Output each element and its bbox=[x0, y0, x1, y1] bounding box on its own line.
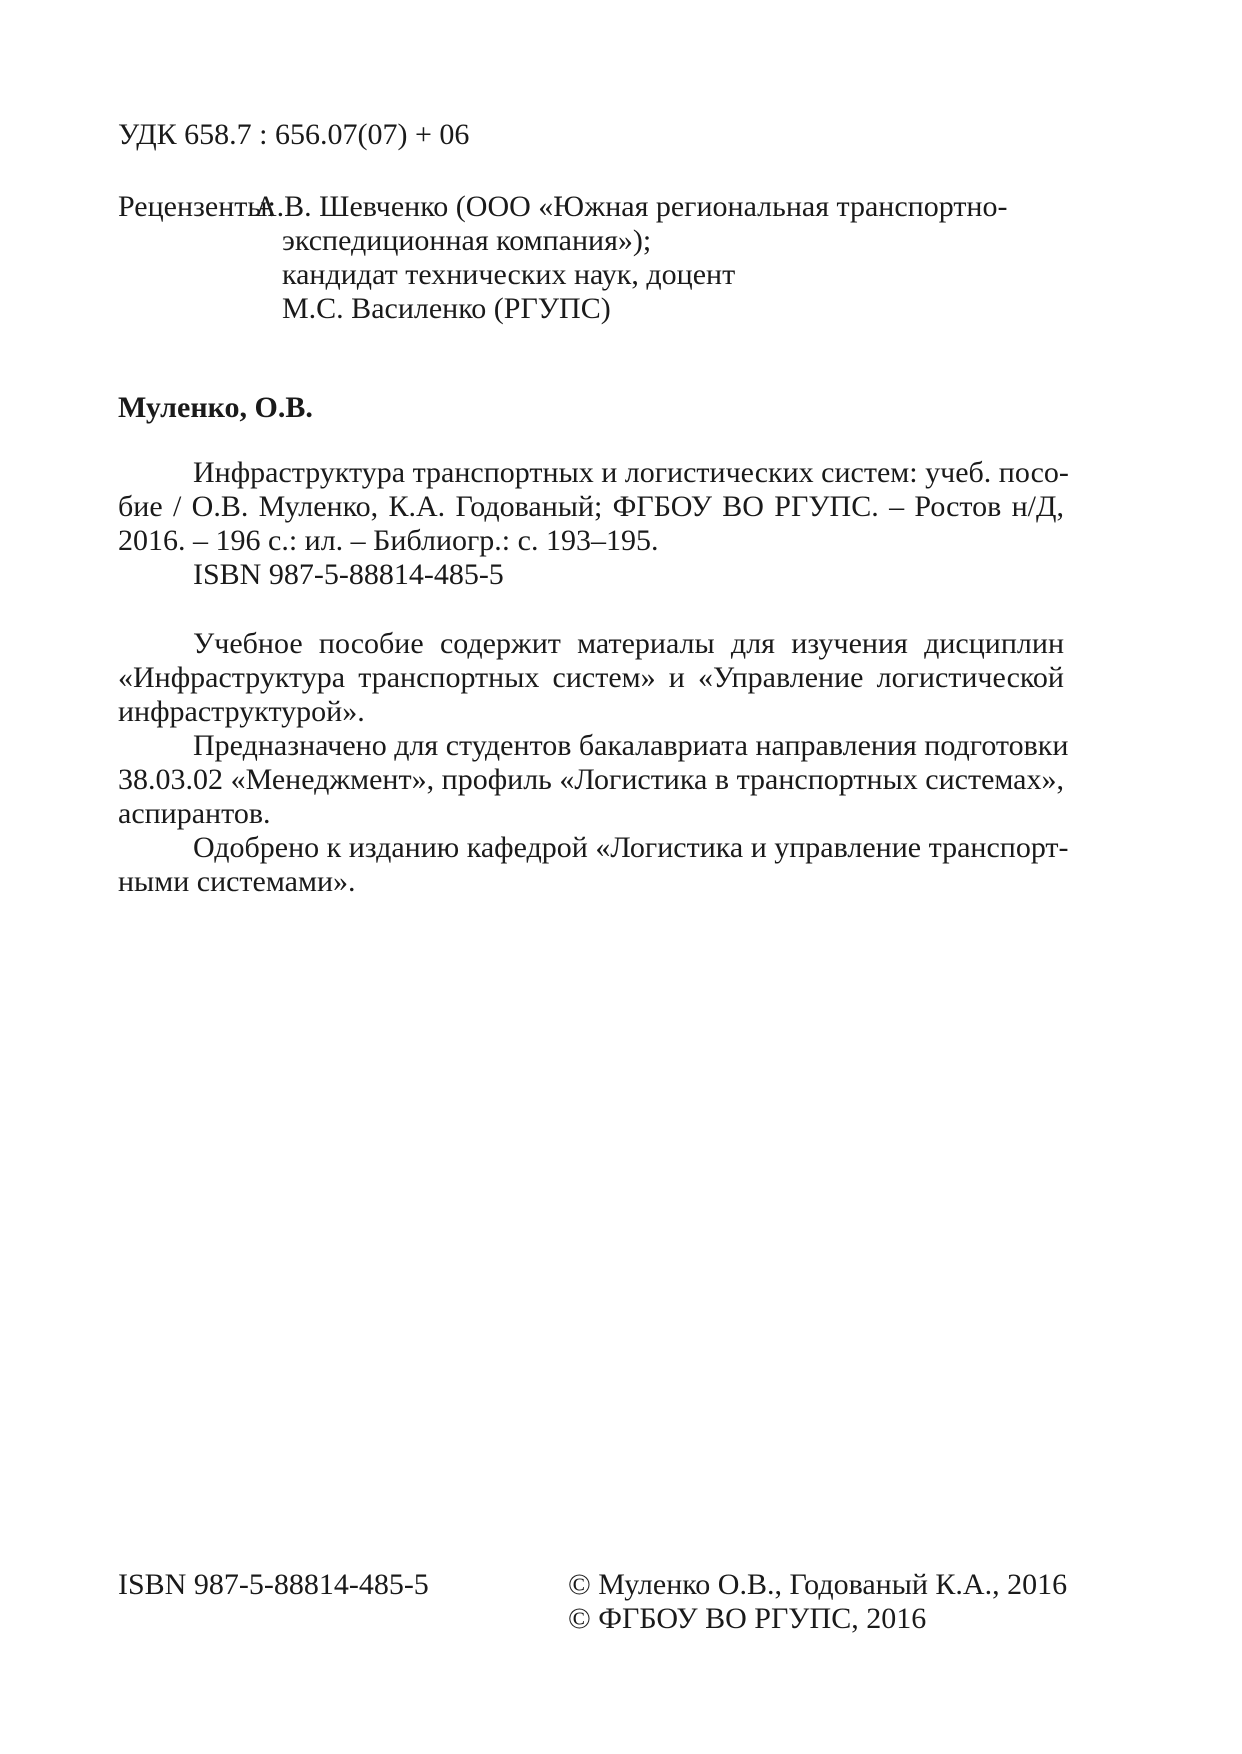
reviewer-line: экспедиционная компания»); bbox=[282, 224, 652, 257]
annotation-line: ными системами». bbox=[118, 865, 356, 898]
bib-line: Инфраструктура транспортных и логистических систем: учеб. посо- bbox=[193, 456, 1069, 489]
bib-line: 2016. – 196 с.: ил. – Библиогр.: с. 193–195. bbox=[118, 524, 659, 557]
annotation-line: аспирантов. bbox=[118, 797, 271, 830]
bibliographic-record bbox=[118, 456, 1069, 592]
annotation-line: «Инфраструктура транспортных систем» и «Управление логистической bbox=[118, 661, 1064, 694]
annotation-line: 38.03.02 «Менеджмент», профиль «Логистика в транспортных системах», bbox=[118, 763, 1064, 796]
annotation-line: Предназначено для студентов бакалавриата направления подготовки bbox=[193, 729, 1069, 762]
annotation-line: инфраструктурой». bbox=[118, 695, 365, 728]
annotation bbox=[118, 627, 1069, 899]
copyright-line: © Муленко О.В., Годованый К.А., 2016 bbox=[568, 1568, 1068, 1601]
copyright-line: © ФГБОУ ВО РГУПС, 2016 bbox=[568, 1602, 927, 1635]
copyright-block bbox=[568, 1568, 1067, 1636]
author-heading: Муленко, О.В. bbox=[118, 391, 313, 424]
bib-isbn: ISBN 987-5-88814-485-5 bbox=[193, 558, 504, 591]
annotation-line: Одобрено к изданию кафедрой «Логистика и управление транспорт- bbox=[193, 831, 1069, 864]
reviewer-line: кандидат технических наук, доцент bbox=[282, 258, 736, 291]
footer-isbn: ISBN 987-5-88814-485-5 bbox=[118, 1568, 429, 1601]
reviewers-label: Рецензенты: bbox=[118, 190, 276, 223]
bib-line: бие / О.В. Муленко, К.А. Годованый; ФГБОУ ВО РГУПС. – Ростов н/Д, bbox=[118, 490, 1064, 523]
reviewer-line: А.В. Шевченко (ООО «Южная региональная транспортно- bbox=[255, 190, 1008, 223]
udk-code: УДК 658.7 : 656.07(07) + 06 bbox=[118, 118, 470, 151]
annotation-line: Учебное пособие содержит материалы для изучения дисциплин bbox=[193, 627, 1064, 660]
reviewer-line: М.С. Василенко (РГУПС) bbox=[282, 292, 611, 325]
